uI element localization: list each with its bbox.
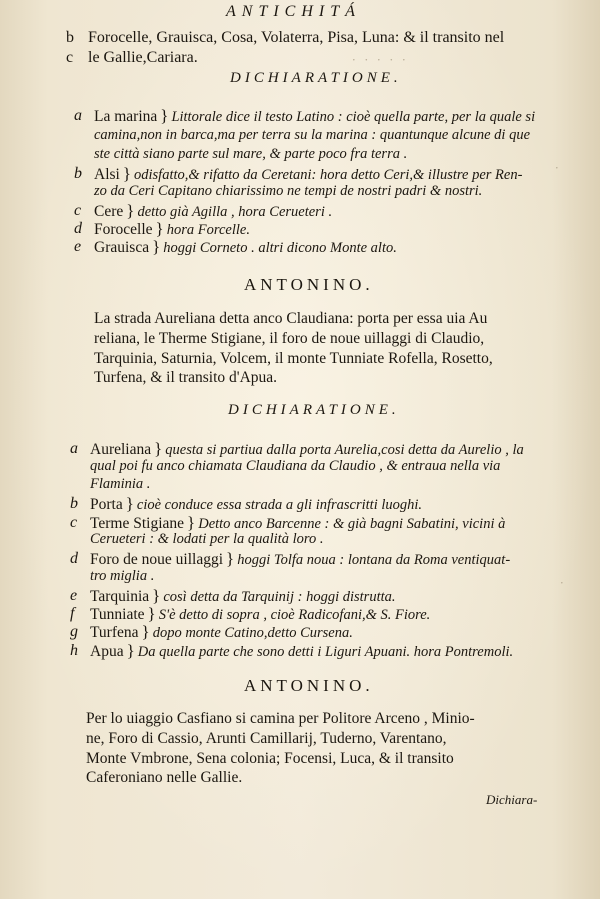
note-text: Detto anco Barcenne : & già bagni Sabatini, vicini à [198, 516, 506, 532]
note-text: odisfatto,& rifatto da Ceretani: hora detto Ceri,& illustre per Ren- [134, 167, 523, 183]
note-text: S'è detto di sopra , cioè Radicofani,& S. Fiore. [158, 607, 431, 623]
heading-antonino-2: ANTONINO. [244, 676, 374, 695]
note-d [90, 550, 510, 568]
note-line: zo da Ceri Capitano chiarissimo ne tempi de nostri padri & nostri. [94, 183, 483, 199]
note-letter: d [70, 550, 78, 567]
note-a [90, 440, 524, 458]
bleed-through-mark: · · · · · [352, 52, 409, 67]
bleed-through-mark: · [560, 575, 567, 590]
note-line: ste città siano parte sul mare, & parte poco fra terra . [94, 146, 408, 162]
note-term: Porta [90, 496, 123, 513]
note-term: Foro de noue uillaggi [90, 551, 224, 568]
note-letter: f [70, 605, 75, 622]
note-g [90, 623, 353, 641]
note-text: cioè conduce essa strada a gli infrascritti luoghi. [136, 497, 423, 513]
note-h [90, 642, 513, 660]
note-d [94, 220, 250, 238]
line-letter: c [66, 49, 74, 66]
running-head: ANTICHITÁ [226, 3, 361, 20]
brace-icon: } [187, 513, 196, 532]
note-text: Littorale dice il testo Latino : cioè quella parte, per la quale si [171, 109, 536, 125]
para-line: Caferoniano nelle Gallie. [86, 769, 243, 786]
note-line: tro miglia . [90, 568, 155, 584]
note-line: Flaminia . [90, 476, 151, 492]
note-line: qual poi fu anco chiamata Claudiana da Claudio , & entraua nella via [90, 458, 501, 474]
brace-icon: } [122, 164, 132, 183]
note-c [94, 202, 332, 220]
brace-icon: } [226, 549, 235, 568]
note-letter: c [70, 514, 78, 531]
note-letter: a [70, 440, 78, 457]
note-letter: b [70, 495, 78, 512]
brace-icon: } [125, 494, 134, 513]
note-letter: e [70, 587, 78, 604]
note-term: Tunniate [90, 606, 145, 623]
heading-dichiaratione-1: DICHIARATIONE. [230, 70, 402, 86]
note-b [94, 165, 522, 183]
brace-icon: } [152, 237, 161, 256]
note-term: La marina [94, 108, 158, 125]
catchword: Dichiara- [486, 792, 538, 807]
note-text: hoggi Corneto . altri dicono Monte alto. [163, 240, 397, 256]
note-text: così detta da Tarquinij : hoggi distrutta. [163, 589, 396, 605]
para-line: Monte Vmbrone, Sena colonia; Focensi, Luca, & il transito [86, 750, 454, 767]
note-letter: e [74, 238, 82, 255]
line-letter: b [66, 29, 74, 46]
note-f [90, 605, 430, 623]
para-line: ne, Foro di Cassio, Arunti Camillarij, Tuderno, Varentano, [86, 730, 447, 747]
brace-icon: } [147, 604, 156, 623]
note-term: Aureliana [90, 441, 152, 458]
para-line: Turfena, & il transito d'Apua. [94, 369, 278, 386]
bleed-through-mark: · [555, 160, 562, 175]
note-term: Grauisca [94, 239, 150, 256]
note-term: Forocelle [94, 221, 153, 238]
brace-icon: } [154, 439, 163, 458]
note-term: Tarquinia [90, 588, 150, 605]
para-line: Per lo uiaggio Casfiano si camina per Politore Arceno , Minio- [86, 710, 475, 727]
note-term: Apua [90, 643, 124, 660]
brace-icon: } [126, 641, 135, 660]
brace-icon: } [152, 586, 161, 605]
note-c [90, 514, 505, 532]
para-line: La strada Aureliana detta anco Claudiana: porta per essa uia Au [94, 310, 488, 327]
note-b [90, 495, 422, 513]
intro-line-b [66, 30, 504, 46]
note-letter: b [74, 165, 82, 182]
note-text: questa si partiua dalla porta Aurelia,cosi detta da Aurelio , la [165, 442, 524, 458]
brace-icon: } [141, 622, 150, 641]
note-letter: g [70, 623, 78, 640]
note-text: dopo monte Catino,detto Cursena. [152, 625, 353, 641]
note-e [94, 238, 397, 256]
note-text: Da quella parte che sono detti i Liguri Apuani. hora Pontremoli. [137, 644, 514, 660]
note-line: camina,non in barca,ma per terra su la marina : quantunque alcune di que [94, 127, 531, 143]
note-term: Alsi [94, 166, 120, 183]
heading-antonino-1: ANTONINO. [244, 275, 374, 294]
note-a [94, 107, 535, 125]
brace-icon: } [155, 219, 164, 238]
para-line: reliana, le Therme Stigiane, il foro de noue uillaggi di Claudio, [94, 330, 485, 347]
note-letter: d [74, 220, 82, 237]
brace-icon: } [160, 106, 169, 125]
note-e [90, 587, 396, 605]
note-letter: c [74, 202, 82, 219]
para-line: Tarquinia, Saturnia, Volcem, il monte Tunniate Rofella, Rosetto, [94, 350, 493, 367]
note-letter: h [70, 642, 78, 659]
note-text: hoggi Tolfa noua : lontana da Roma ventiquat- [237, 552, 511, 568]
line-text: Forocelle, Grauisca, Cosa, Volaterra, Pisa, Luna: & il transito nel [88, 29, 505, 46]
note-line: Cerueteri : & lodati per la qualità loro . [90, 531, 324, 547]
line-text: le Gallie,Cariara. [88, 49, 198, 66]
note-term: Turfena [90, 624, 139, 641]
note-term: Cere [94, 203, 124, 220]
note-term: Terme Stigiane [90, 515, 185, 532]
note-text: detto già Agilla , hora Cerueteri . [137, 204, 333, 220]
note-letter: a [74, 107, 82, 124]
brace-icon: } [126, 201, 135, 220]
note-text: hora Forcelle. [166, 222, 250, 238]
heading-dichiaratione-2: DICHIARATIONE. [228, 402, 400, 418]
intro-line-c [66, 50, 198, 66]
